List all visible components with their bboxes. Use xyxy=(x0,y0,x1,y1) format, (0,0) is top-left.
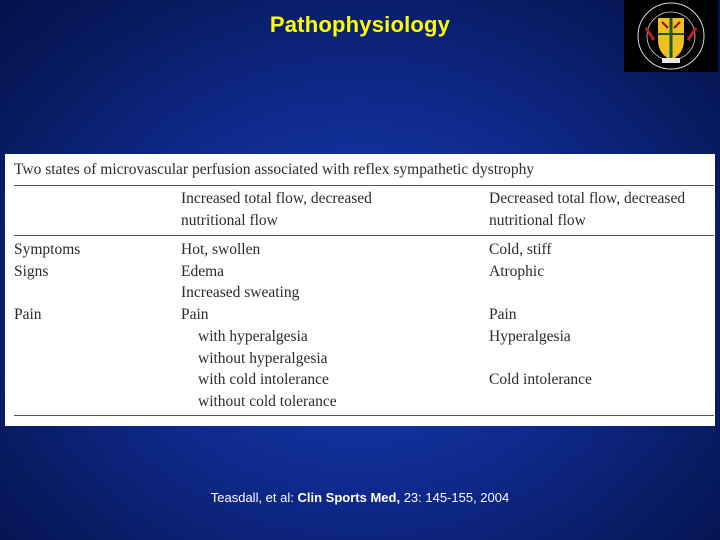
table-cell: Atrophic xyxy=(489,262,545,280)
table-cell: with hyperalgesia xyxy=(198,327,308,345)
table-cell: Increased sweating xyxy=(181,284,300,302)
table-cell xyxy=(489,282,592,304)
citation-journal: Clin Sports Med, xyxy=(297,490,401,505)
table-cell: Symptoms xyxy=(14,241,81,258)
citation-authors: Teasdall, et al: xyxy=(210,490,294,505)
column-header-decreased-flow xyxy=(489,188,685,231)
column-increased-flow xyxy=(181,239,337,413)
table-cell: Pain xyxy=(489,306,517,324)
data-table xyxy=(5,154,715,426)
slide-title: Pathophysiology xyxy=(269,12,451,37)
table-rule-bottom xyxy=(14,415,714,416)
table-cell: Hyperalgesia xyxy=(489,327,571,345)
university-logo xyxy=(624,0,718,72)
column-header-line: nutritional flow xyxy=(489,211,586,229)
table-cell xyxy=(489,348,592,370)
table-cell xyxy=(14,282,80,304)
table-rule-top xyxy=(14,185,714,186)
table-caption: Two states of microvascular perfusion associated with reflex sympathetic dystrophy xyxy=(14,161,535,178)
table-cell: Signs xyxy=(14,262,49,280)
column-decreased-flow xyxy=(489,239,592,391)
table-cell: Pain xyxy=(14,306,42,324)
table-cell: Cold intolerance xyxy=(489,371,592,389)
table-rule-header xyxy=(14,235,714,236)
citation xyxy=(0,490,720,505)
column-header-line: Decreased total flow, decreased xyxy=(489,190,686,207)
table-cell: Edema xyxy=(181,262,225,280)
table-cell: Cold, stiff xyxy=(489,241,552,258)
university-seal-icon xyxy=(624,0,718,72)
table-cell: without cold tolerance xyxy=(198,392,337,410)
table-cell: Hot, swollen xyxy=(181,241,261,258)
column-header-increased-flow xyxy=(181,188,372,231)
table-cell: with cold intolerance xyxy=(198,371,329,389)
column-header-line: Increased total flow, decreased xyxy=(181,190,372,207)
column-header-line: nutritional flow xyxy=(181,211,278,229)
table-cell: without hyperalgesia xyxy=(198,349,328,367)
row-labels-column xyxy=(14,239,80,326)
table-cell: Pain xyxy=(181,306,209,324)
citation-details: 23: 145-155, 2004 xyxy=(403,490,510,505)
